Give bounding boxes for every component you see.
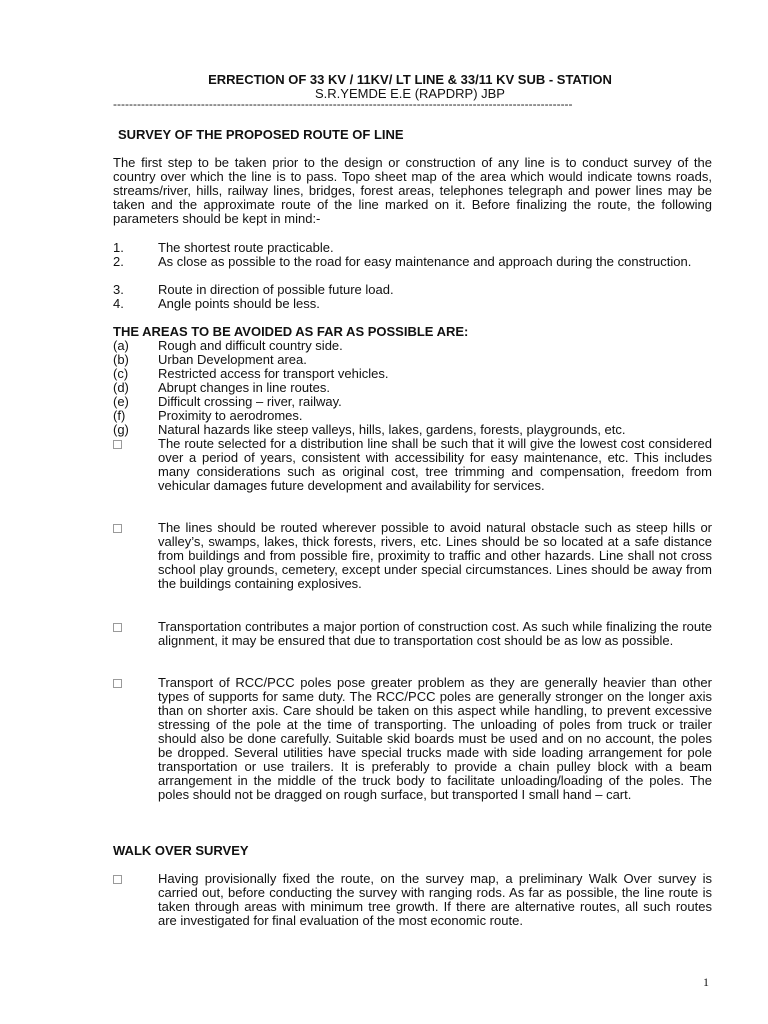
bullet-text: Having provisionally fixed the route, on the survey map, a preliminary Walk Over survey is carried out, before conducting the survey with ranging rods. As far as possible, the line route is taken through areas with minimum tree growth. If there are alternative routes, all such routes are investigated for final evaluation of the most economic route. bbox=[158, 871, 712, 928]
section-heading-areas: THE AREAS TO BE AVOIDED AS FAR AS POSSIBLE ARE: bbox=[113, 324, 469, 339]
bullet-item-obstacles bbox=[113, 521, 712, 591]
param-text: The shortest route practicable. bbox=[158, 240, 334, 255]
bullet-text: The lines should be routed wherever possible to avoid natural obstacle such as steep hills or valley’s, swamps, lakes, thick forests, rivers, etc. Lines should be so located at a safe distance from buildings and from possible fire, proximity to traffic and other hazards. Line shall not cross school play grounds, cemetery, except under special circumstances. Lines should be away from the buildings containing explosives. bbox=[158, 520, 712, 591]
checkbox-bullet-icon bbox=[113, 623, 122, 632]
bullet-item-route-cost bbox=[113, 437, 712, 493]
page-number: 1 bbox=[703, 975, 709, 989]
param-item-2 bbox=[113, 255, 712, 269]
area-mark: (g) bbox=[113, 422, 129, 437]
bullet-text: Transport of RCC/PCC poles pose greater problem as they are generally heavier than other types of supports for same duty. The RCC/PCC poles are generally stronger on the longer axis than on shorter axis. Care should be taken on this aspect while handling, to prevent excessive stressing of the pole at the time of transporting. The unloading of poles from truck or trailer should also be done carefully. Suitable skid boards must be used and on no account, the poles be dropped. Several utilities have special trucks made with side loading arrangement for pole transportation or use trailers. It is preferably to provide a chain pulley block with a beam arrangement in the middle of the truck body to facilitate unloading/loading of the poles. The poles should not be dragged on rough surface, but transported I small hand – cart. bbox=[158, 675, 712, 802]
document-title: ERRECTION OF 33 KV / 11KV/ LT LINE & 33/11 KV SUB - STATION bbox=[208, 72, 612, 87]
param-item-1 bbox=[113, 241, 712, 255]
header-rule: ------------------------------------------------------------------------------------------------------------------- bbox=[113, 98, 573, 110]
area-text: Restricted access for transport vehicles. bbox=[158, 366, 389, 381]
param-number: 4. bbox=[113, 296, 124, 311]
checkbox-bullet-icon bbox=[113, 524, 122, 533]
param-text: As close as possible to the road for easy maintenance and approach during the construction. bbox=[158, 254, 692, 269]
checkbox-bullet-icon bbox=[113, 679, 122, 688]
area-item-g bbox=[113, 423, 712, 437]
section-heading-walk-over: WALK OVER SURVEY bbox=[113, 843, 249, 858]
area-text: Natural hazards like steep valleys, hills, lakes, gardens, forests, playgrounds, etc. bbox=[158, 422, 626, 437]
bullet-item-transportation bbox=[113, 620, 712, 648]
bullet-item-walk-over bbox=[113, 872, 712, 928]
section-heading-survey: SURVEY OF THE PROPOSED ROUTE OF LINE bbox=[118, 127, 404, 142]
area-mark: (c) bbox=[113, 366, 129, 381]
area-item-d bbox=[113, 381, 712, 395]
survey-intro-paragraph: The first step to be taken prior to the design or construction of any line is to conduct survey of the country over which the line is to pass. Topo sheet map of the area which would indicate towns roads, streams/river, hills, railway lines, bridges, forest areas, telephones telegraph and power lines may be taken and the approximate route of the line marked on it. Before finalizing the route, the following parameters should be kept in mind:- bbox=[113, 155, 712, 226]
param-number: 1. bbox=[113, 240, 124, 255]
param-text: Angle points should be less. bbox=[158, 296, 320, 311]
checkbox-bullet-icon bbox=[113, 875, 122, 884]
param-item-4 bbox=[113, 297, 712, 311]
bullet-text: Transportation contributes a major portion of construction cost. As such while finalizing the route alignment, it may be ensured that due to transportation cost should be as low as possible. bbox=[158, 619, 712, 648]
area-mark: (a) bbox=[113, 338, 129, 353]
area-mark: (d) bbox=[113, 380, 129, 395]
param-text: Route in direction of possible future load. bbox=[158, 282, 394, 297]
area-item-a bbox=[113, 339, 712, 353]
area-item-b bbox=[113, 353, 712, 367]
area-text: Rough and difficult country side. bbox=[158, 338, 343, 353]
checkbox-bullet-icon bbox=[113, 440, 122, 449]
bullet-text: The route selected for a distribution line shall be such that it will give the lowest cost considered over a period of years, consistent with accessibility for easy maintenance, etc. This includes many considerations such as original cost, tree trimming and compensation, freedom from vehicular damages future development and availability for services. bbox=[158, 436, 712, 493]
area-text: Proximity to aerodromes. bbox=[158, 408, 303, 423]
area-text: Abrupt changes in line routes. bbox=[158, 380, 330, 395]
area-mark: (f) bbox=[113, 408, 126, 423]
area-item-e bbox=[113, 395, 712, 409]
area-mark: (b) bbox=[113, 352, 129, 367]
area-text: Difficult crossing – river, railway. bbox=[158, 394, 342, 409]
document-author: S.R.YEMDE E.E (RAPDRP) JBP bbox=[315, 86, 505, 101]
area-mark: (e) bbox=[113, 394, 129, 409]
param-number: 3. bbox=[113, 282, 124, 297]
param-number: 2. bbox=[113, 254, 124, 269]
bullet-item-pole-transport bbox=[113, 676, 712, 802]
area-text: Urban Development area. bbox=[158, 352, 307, 367]
area-item-f bbox=[113, 409, 712, 423]
param-item-3 bbox=[113, 283, 712, 297]
area-item-c bbox=[113, 367, 712, 381]
